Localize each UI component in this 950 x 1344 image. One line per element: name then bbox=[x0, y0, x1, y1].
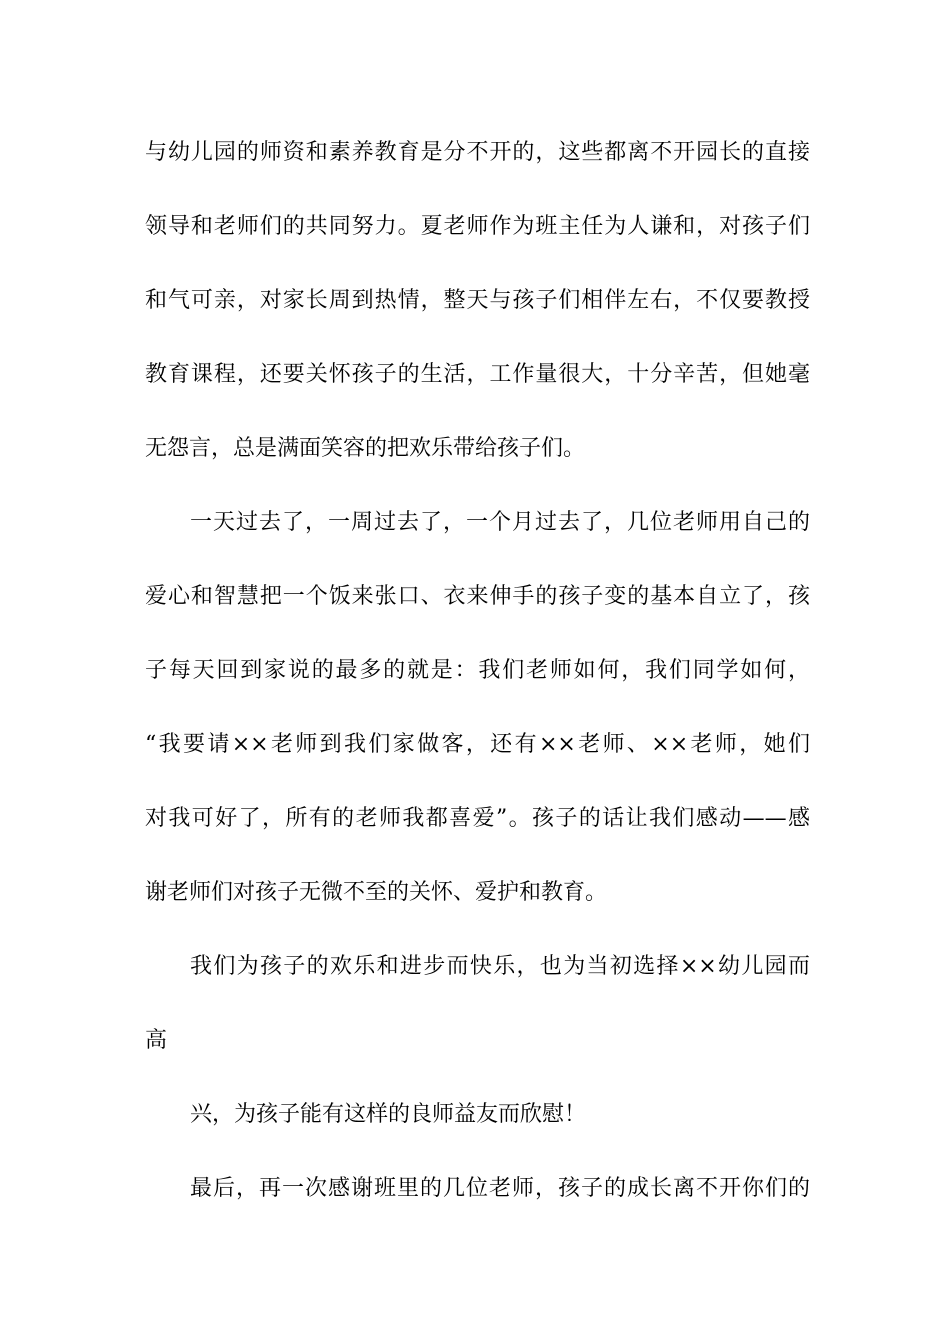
paragraph-line-13: 高 bbox=[145, 1028, 168, 1053]
paragraph-line-8: 子每天回到家说的最多的就是：我们老师如何，我们同学如何， bbox=[145, 658, 810, 683]
paragraph-line-9: “我要请××老师到我们家做客，还有××老师、××老师，她们 bbox=[145, 732, 810, 757]
paragraph-line-6: 一天过去了，一周过去了，一个月过去了，几位老师用自己的 bbox=[190, 510, 810, 535]
paragraph-line-5: 无怨言，总是满面笑容的把欢乐带给孩子们。 bbox=[145, 436, 586, 461]
paragraph-line-14: 兴，为孩子能有这样的良师益友而欣慰！ bbox=[190, 1102, 587, 1127]
paragraph-line-12: 我们为孩子的欢乐和进步而快乐，也为当初选择××幼儿园而 bbox=[190, 954, 810, 979]
paragraph-line-15: 最后，再一次感谢班里的几位老师，孩子的成长离不开你们的 bbox=[190, 1176, 810, 1201]
paragraph-line-2: 领导和老师们的共同努力。夏老师作为班主任为人谦和，对孩子们 bbox=[145, 214, 810, 239]
paragraph-line-10: 对我可好了，所有的老师我都喜爱”。孩子的话让我们感动——感 bbox=[145, 806, 810, 831]
paragraph-line-7: 爱心和智慧把一个饭来张口、衣来伸手的孩子变的基本自立了，孩 bbox=[145, 584, 810, 609]
paragraph-line-4: 教育课程，还要关怀孩子的生活，工作量很大，十分辛苦，但她毫 bbox=[145, 362, 810, 387]
paragraph-line-11: 谢老师们对孩子无微不至的关怀、爱护和教育。 bbox=[145, 880, 608, 905]
paragraph-line-3: 和气可亲，对家长周到热情，整天与孩子们相伴左右，不仅要教授 bbox=[145, 288, 810, 313]
paragraph-line-1: 与幼儿园的师资和素养教育是分不开的，这些都离不开园长的直接 bbox=[145, 140, 810, 165]
